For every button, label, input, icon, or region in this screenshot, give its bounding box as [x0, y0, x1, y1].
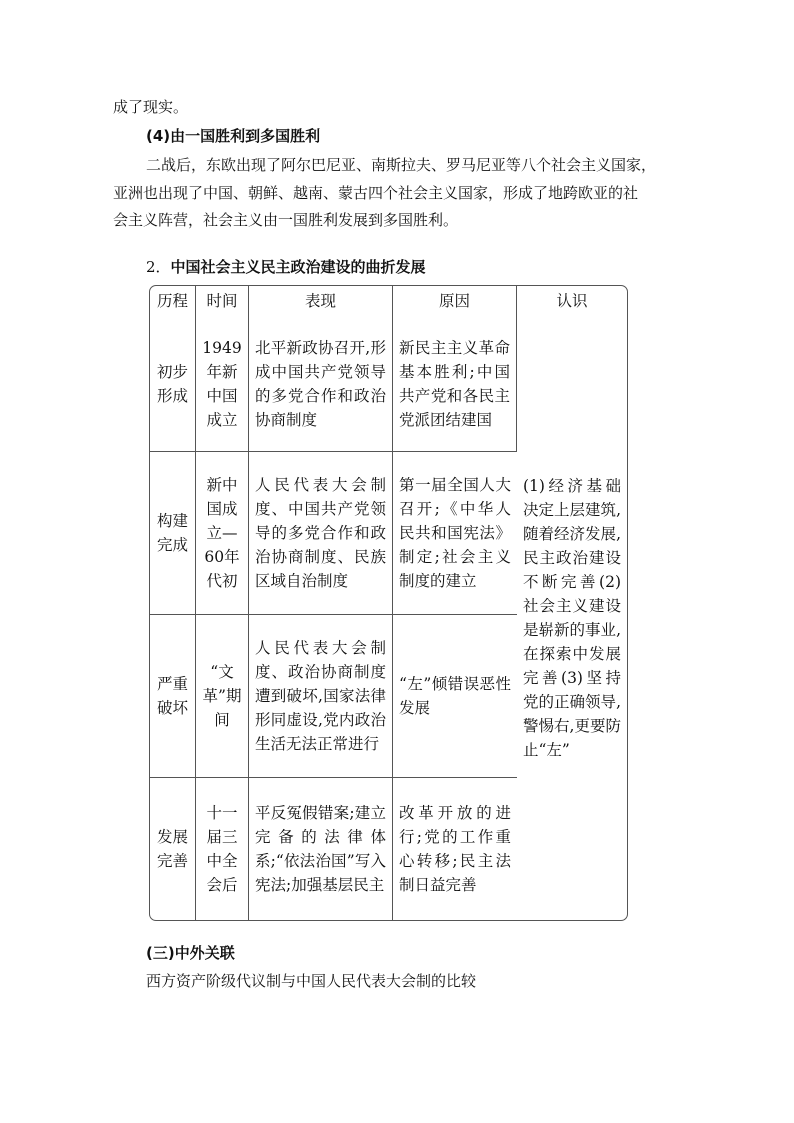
header-time: 时间 [196, 286, 249, 316]
paragraph-line-3: 会主义阵营，社会主义由一国胜利发展到多国胜利。 [113, 211, 459, 229]
subheading-one-to-many: (4)由一国胜利到多国胜利 [146, 127, 321, 145]
header-performance: 表现 [249, 286, 393, 316]
performance-cell: 人民代表大会制度、中国共产党领导的多党合作和政治协商制度、民族区域自治制度 [249, 452, 393, 615]
stage-cell: 严重破坏 [150, 615, 196, 778]
time-cell: “文革”期间 [196, 615, 249, 778]
header-stage: 历程 [150, 286, 196, 316]
performance-cell: 人民代表大会制度、政治协商制度遭到破坏,国家法律形同虚设,党内政治生活无法正常进行 [249, 615, 393, 778]
continuation-text: 成了现实。 [113, 98, 189, 116]
time-cell: 1949年新中国成立 [196, 316, 249, 452]
section-2-heading [146, 257, 426, 277]
table-row [150, 316, 627, 452]
table-header-row [150, 286, 627, 316]
section-2-title: 中国社会主义民主政治建设的曲折发展 [170, 258, 426, 276]
performance-cell: 平反冤假错案;建立完备的法律体系;“依法治国”写入宪法;加强基层民主 [249, 778, 393, 920]
reason-cell: 改革开放的进行;党的工作重心转移;民主法制日益完善 [399, 804, 511, 894]
stage-cell: 构建完成 [150, 452, 196, 615]
stage-cell: 发展完善 [150, 778, 196, 920]
section-3-heading: (三)中外关联 [146, 944, 235, 962]
header-reason: 原因 [393, 286, 517, 316]
paragraph-line-1: 二战后，东欧出现了阿尔巴尼亚、南斯拉夫、罗马尼亚等八个社会主义国家， [146, 156, 657, 174]
reason-cell: “左”倾错误恶性发展 [393, 615, 517, 778]
paragraph-line-2: 亚洲也出现了中国、朝鲜、越南、蒙古四个社会主义国家，形成了地跨欧亚的社 [113, 184, 639, 202]
stage-cell: 初步形成 [150, 316, 196, 452]
section-3-subtitle: 西方资产阶级代议制与中国人民代表大会制的比较 [146, 972, 477, 990]
democracy-development-table [149, 285, 628, 921]
time-cell: 新中国成立—60年代初 [196, 452, 249, 615]
performance-cell: 北平新政协召开,形成中国共产党领导的多党合作和政治协商制度 [249, 316, 393, 452]
header-understanding: 认识 [556, 292, 588, 310]
reason-cell: 新民主主义革命基本胜利;中国共产党和各民主党派团结建国 [393, 316, 517, 452]
reason-cell: 第一届全国人大召开;《中华人民共和国宪法》制定;社会主义制度的建立 [393, 452, 517, 615]
time-cell: 十一届三中全会后 [196, 778, 249, 920]
understanding-cell: (1)经济基础决定上层建筑,随着经济发展,民主政治建设不断完善(2)社会主义建设是崭新的事业,在探索中发展完善(3)坚持党的正确领导,警惕右,更要防止“左” [523, 477, 621, 759]
section-2-number: 2． [146, 258, 171, 276]
